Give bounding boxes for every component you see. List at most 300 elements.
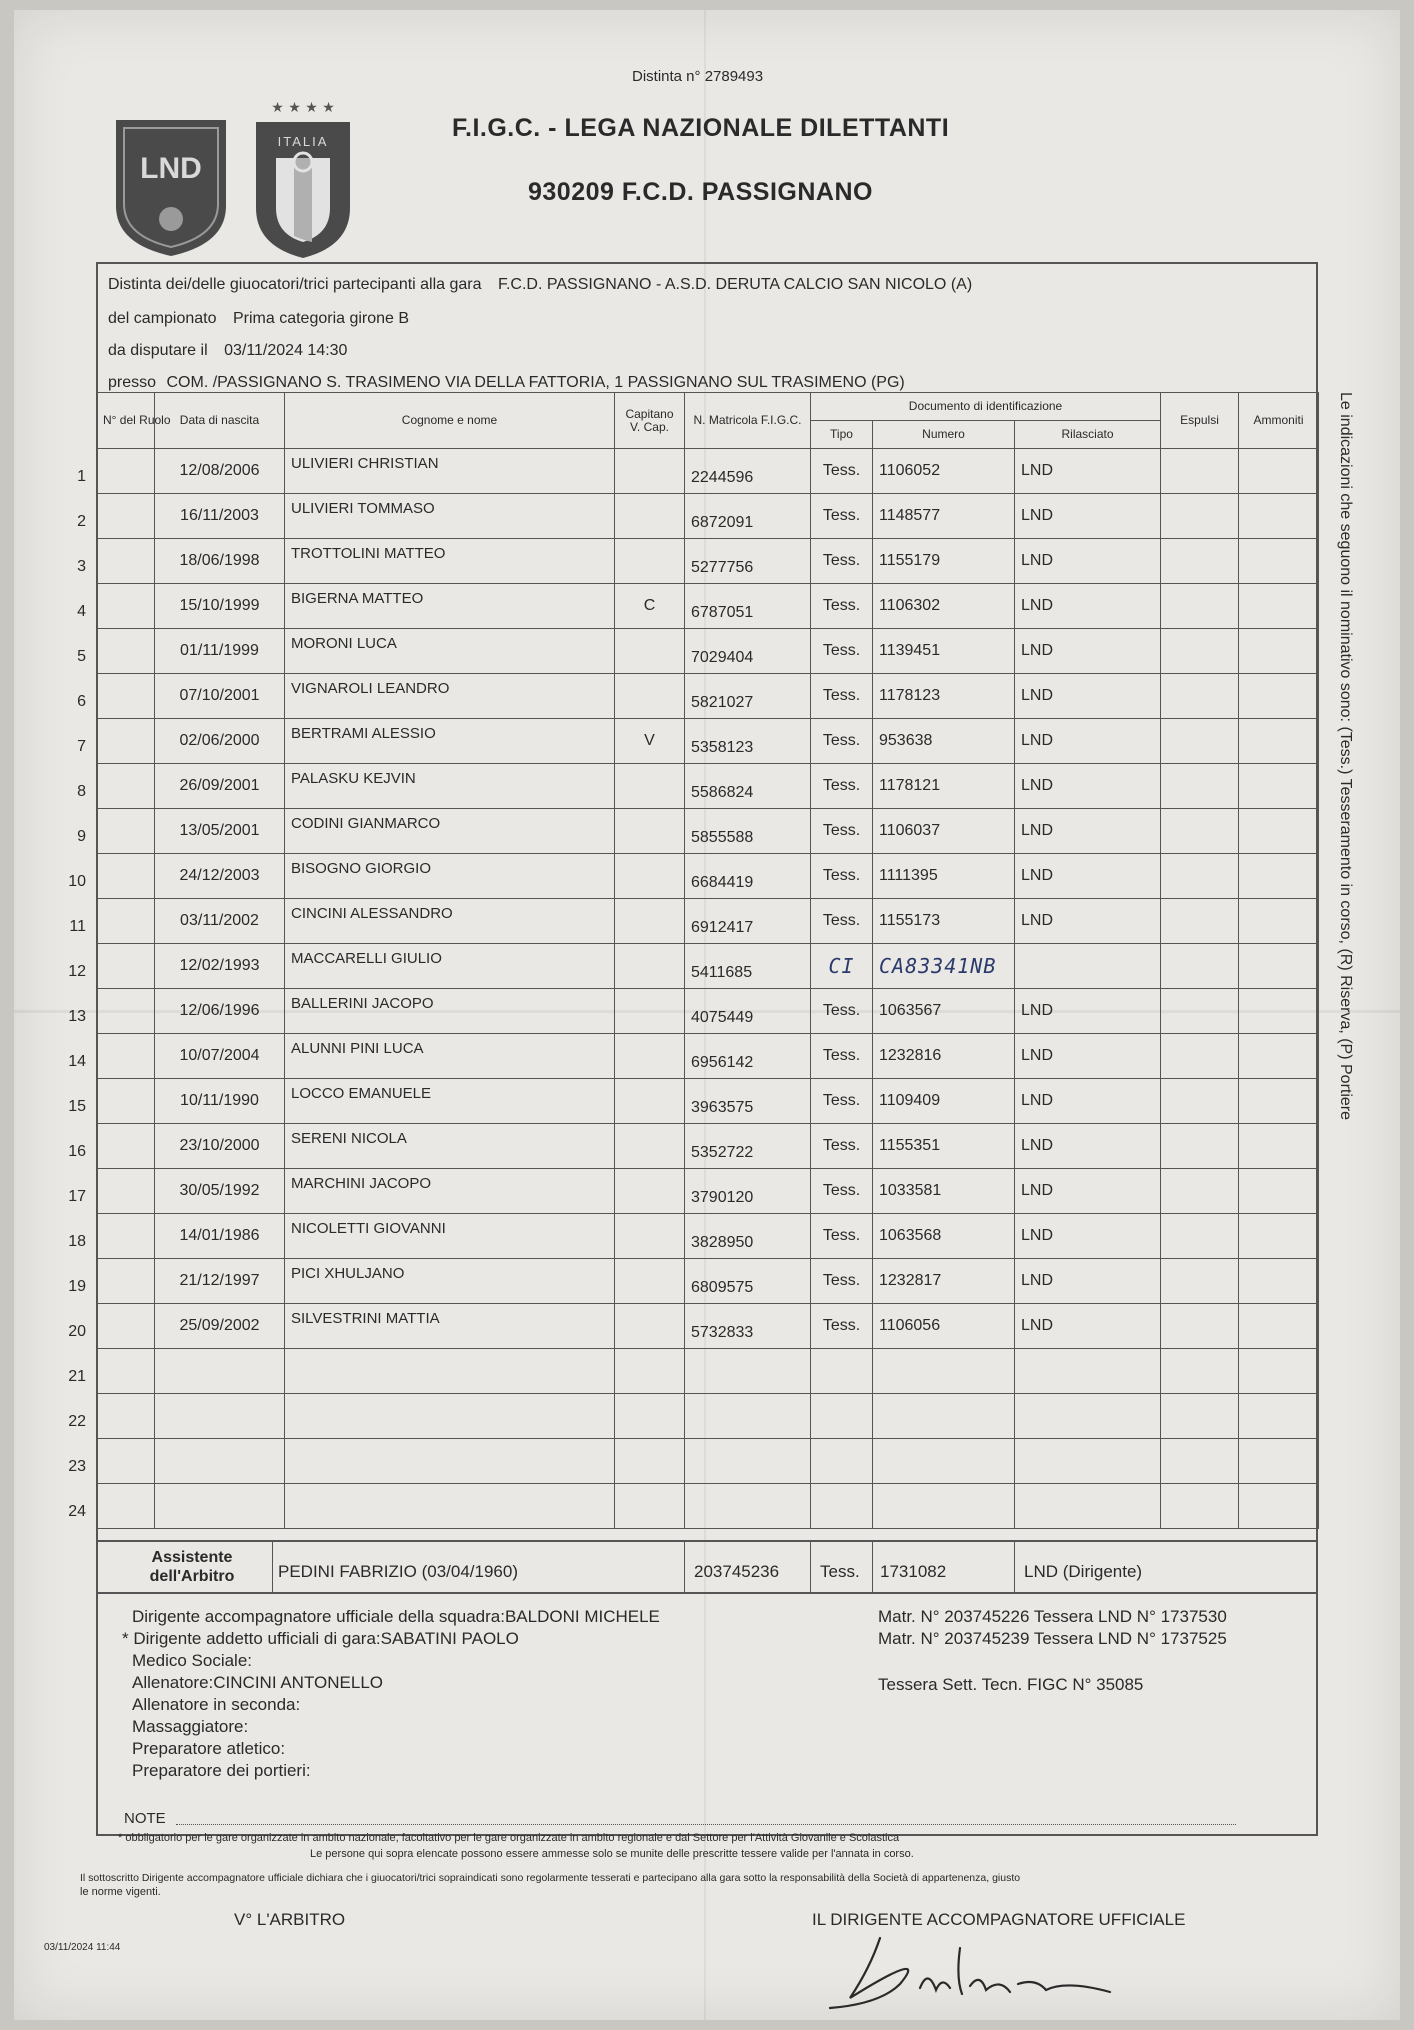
cell-ruolo [97,854,155,899]
cell-rilasciato: LND [1015,1214,1161,1259]
table-row [97,584,1319,629]
cell-tipo: Tess. [811,764,873,809]
match-line [108,276,972,294]
cell-numero: 1106037 [873,809,1015,854]
cell-rilasciato: LND [1015,449,1161,494]
cell-matricola: 2244596 [685,449,811,494]
cell-espulsi [1161,1259,1239,1304]
cell-rilasciato: LND [1015,764,1161,809]
cell-ruolo [97,809,155,854]
timestamp: 03/11/2024 11:44 [44,1942,121,1953]
assistant-numero: 1731082 [880,1562,947,1581]
lnd-logo [108,114,234,260]
cell-matricola: 5277756 [685,539,811,584]
cell-tipo [811,1484,873,1529]
assistant-name: PEDINI FABRIZIO (03/04/1960) [278,1562,518,1581]
cell-captain [615,764,685,809]
table-row [97,1259,1319,1304]
table-row [97,809,1319,854]
cell-espulsi [1161,1214,1239,1259]
cell-name: BIGERNA MATTEO [285,584,615,629]
assistant-divider [684,1542,685,1592]
cell-ruolo [97,494,155,539]
cell-matricola: 3790120 [685,1169,811,1214]
cell-matricola: 5352722 [685,1124,811,1169]
staff-addetto: * Dirigente addetto ufficiali di gara:SABATINI PAOLO [122,1629,519,1648]
cell-rilasciato: LND [1015,719,1161,764]
cell-captain [615,539,685,584]
cell-rilasciato: LND [1015,584,1161,629]
cell-matricola [685,1439,811,1484]
addetto-matr: Matr. N° 203745239 Tessera LND N° 1737525 [878,1629,1227,1648]
cell-matricola: 5821027 [685,674,811,719]
note-dotted-line [176,1824,1236,1825]
table-row [97,1079,1319,1124]
cell-ammoniti [1239,1439,1319,1484]
championship-value: Prima categoria girone B [232,310,410,327]
cell-espulsi [1161,899,1239,944]
cell-birth: 03/11/2002 [155,899,285,944]
cell-matricola [685,1484,811,1529]
cell-tipo: Tess. [811,1079,873,1124]
cell-ammoniti [1239,764,1319,809]
declaration-text-end: le norme vigenti. [80,1886,161,1898]
cell-name: BALLERINI JACOPO [285,989,615,1034]
cell-numero: 1063567 [873,989,1015,1034]
cell-ammoniti [1239,989,1319,1034]
assistant-label: Assistente dell'Arbitro [149,1549,235,1585]
cell-espulsi [1161,584,1239,629]
cell-ammoniti [1239,1349,1319,1394]
table-row [97,719,1319,764]
cell-numero: 1232816 [873,1034,1015,1079]
cell-espulsi [1161,674,1239,719]
signature [810,1928,1190,2020]
cell-matricola: 5732833 [685,1304,811,1349]
assistant-rilasciato: LND (Dirigente) [1024,1562,1143,1581]
cell-birth: 30/05/1992 [155,1169,285,1214]
cell-numero: 1139451 [873,629,1015,674]
table-row [97,1484,1319,1529]
row-number: 12 [68,963,86,980]
cell-numero: 1155351 [873,1124,1015,1169]
cell-rilasciato: LND [1015,674,1161,719]
cell-tipo [811,1439,873,1484]
assistant-tipo: Tess. [820,1562,860,1581]
cell-ammoniti [1239,1304,1319,1349]
cell-captain [615,1484,685,1529]
cell-numero [873,1394,1015,1439]
cell-captain [615,854,685,899]
cell-espulsi [1161,539,1239,584]
table-row [97,1124,1319,1169]
cell-numero: 1106056 [873,1304,1015,1349]
staff-seconda: Allenatore in seconda: [132,1695,301,1714]
club-title: 930209 F.C.D. PASSIGNANO [528,178,873,206]
cell-birth: 25/09/2002 [155,1304,285,1349]
table-row [97,1394,1319,1439]
cell-espulsi [1161,1304,1239,1349]
cell-espulsi [1161,1124,1239,1169]
cell-matricola: 5855588 [685,809,811,854]
cell-name: ULIVIERI CHRISTIAN [285,449,615,494]
date-line [108,342,347,360]
cell-numero [873,1439,1015,1484]
row-number: 18 [68,1233,86,1250]
col-matricola: N. Matricola F.I.G.C. [685,393,811,449]
cell-rilasciato [1015,944,1161,989]
table-row [97,629,1319,674]
cell-numero: 1178121 [873,764,1015,809]
distinta-number: Distinta n° 2789493 [632,68,764,85]
allenatore-tessera: Tessera Sett. Tecn. FIGC N° 35085 [878,1675,1144,1694]
cell-numero: 1111395 [873,854,1015,899]
cell-espulsi [1161,1349,1239,1394]
table-row [97,1214,1319,1259]
cell-ruolo [97,1304,155,1349]
row-number: 9 [77,828,86,845]
row-number: 13 [68,1008,86,1025]
cell-ruolo [97,1214,155,1259]
cell-tipo [811,1349,873,1394]
cell-name: CODINI GIANMARCO [285,809,615,854]
cell-ruolo [97,539,155,584]
cell-captain [615,989,685,1034]
cell-name: PALASKU KEJVIN [285,764,615,809]
cell-rilasciato [1015,1484,1161,1529]
table-row [97,944,1319,989]
cell-captain: V [615,719,685,764]
cell-birth [155,1484,285,1529]
players-table [96,392,1319,1529]
cell-espulsi [1161,449,1239,494]
assistant-divider [810,1542,811,1592]
cell-birth: 12/02/1993 [155,944,285,989]
table-row [97,854,1319,899]
row-number: 8 [77,783,86,800]
obbligatorio-note: * obbligatorio per le gare organizzate in ambito nazionale, facoltativo per le gare organizzate in ambito regionale e dal Settore per l'Attività Giovanile e Scolastica [118,1832,900,1844]
row-number: 4 [77,603,86,620]
venue-value: COM. /PASSIGNANO S. TRASIMENO VIA DELLA FATTORIA, 1 PASSIGNANO SUL TRASIMENO (PG) [166,374,905,391]
cell-ruolo [97,764,155,809]
col-capitano: Capitano V. Cap. [615,393,685,449]
venue-line [108,374,905,392]
cell-birth: 12/06/1996 [155,989,285,1034]
cell-name [285,1484,615,1529]
row-number: 7 [77,738,86,755]
cell-numero: 1232817 [873,1259,1015,1304]
cell-birth: 13/05/2001 [155,809,285,854]
cell-tipo: Tess. [811,1034,873,1079]
cell-name: CINCINI ALESSANDRO [285,899,615,944]
cell-name: PICI XHULJANO [285,1259,615,1304]
assistant-matricola: 203745236 [694,1562,780,1581]
cell-name: LOCCO EMANUELE [285,1079,615,1124]
cell-ammoniti [1239,719,1319,764]
row-number: 22 [68,1413,86,1430]
cell-rilasciato: LND [1015,989,1161,1034]
table-row [97,1169,1319,1214]
cell-ammoniti [1239,494,1319,539]
cell-birth: 16/11/2003 [155,494,285,539]
cell-name: ALUNNI PINI LUCA [285,1034,615,1079]
match-teams: F.C.D. PASSIGNANO - A.S.D. DERUTA CALCIO SAN NICOLO (A) [497,276,973,293]
row-number: 1 [77,468,86,485]
cell-name: ULIVIERI TOMMASO [285,494,615,539]
assistant-divider [1014,1542,1015,1592]
col-ruolo: N° del Ruolo [97,393,155,449]
staff-atletico: Preparatore atletico: [132,1739,286,1758]
cell-birth [155,1394,285,1439]
date-value: 03/11/2024 14:30 [224,342,348,359]
cell-name: SERENI NICOLA [285,1124,615,1169]
dirigente-label: IL DIRIGENTE ACCOMPAGNATORE UFFICIALE [812,1910,1186,1929]
cell-name: MORONI LUCA [285,629,615,674]
row-number: 21 [68,1368,86,1385]
cell-birth: 23/10/2000 [155,1124,285,1169]
table-row [97,989,1319,1034]
cell-captain [615,1349,685,1394]
cell-espulsi [1161,494,1239,539]
cell-matricola: 6684419 [685,854,811,899]
cell-captain [615,944,685,989]
match-label: Distinta dei/delle giuocatori/trici partecipanti alla gara [108,276,482,293]
staff-portieri: Preparatore dei portieri: [132,1761,311,1780]
cell-ruolo [97,1169,155,1214]
cell-name: BERTRAMI ALESSIO [285,719,615,764]
row-number: 24 [68,1503,86,1520]
cell-birth: 14/01/1986 [155,1214,285,1259]
cell-ruolo [97,899,155,944]
cell-ammoniti [1239,674,1319,719]
table-row [97,899,1319,944]
assistant-divider [872,1542,873,1592]
table-row [97,1349,1319,1394]
cell-numero: 1178123 [873,674,1015,719]
cell-rilasciato: LND [1015,1304,1161,1349]
cell-ammoniti [1239,1394,1319,1439]
cell-espulsi [1161,1079,1239,1124]
cell-captain [615,1169,685,1214]
cell-ruolo [97,1439,155,1484]
staff-medico: Medico Sociale: [132,1651,253,1670]
cell-captain [615,1439,685,1484]
cell-tipo: Tess. [811,539,873,584]
col-tipo: Tipo [811,421,873,449]
col-numero: Numero [873,421,1015,449]
cell-ammoniti [1239,1124,1319,1169]
staff-allenatore: Allenatore:CINCINI ANTONELLO [132,1673,383,1692]
cell-matricola: 6809575 [685,1259,811,1304]
cell-espulsi [1161,764,1239,809]
cell-espulsi [1161,809,1239,854]
cell-espulsi [1161,1439,1239,1484]
table-row [97,764,1319,809]
cell-matricola: 6872091 [685,494,811,539]
cell-captain [615,449,685,494]
cell-matricola: 5358123 [685,719,811,764]
cell-tipo: Tess. [811,629,873,674]
col-espulsi: Espulsi [1161,393,1239,449]
cell-birth: 15/10/1999 [155,584,285,629]
cell-matricola [685,1394,811,1439]
cell-rilasciato: LND [1015,539,1161,584]
declaration-text: Il sottoscritto Dirigente accompagnatore ufficiale dichiara che i giuocatori/trici sopraindicati sono regolarmente tesserati e partecipano alla gara sotto la responsabilità della Società di appartenenza, giusto [80,1872,1021,1884]
cell-numero: 1106302 [873,584,1015,629]
cell-ammoniti [1239,449,1319,494]
cell-ammoniti [1239,1169,1319,1214]
cell-ammoniti [1239,1214,1319,1259]
cell-ruolo [97,1484,155,1529]
cell-numero [873,1349,1015,1394]
note-label: NOTE [124,1810,166,1827]
cell-birth: 24/12/2003 [155,854,285,899]
cell-ammoniti [1239,584,1319,629]
svg-text:★ ★ ★ ★: ★ ★ ★ ★ [271,100,335,116]
cell-rilasciato: LND [1015,1169,1161,1214]
row-number: 2 [77,513,86,530]
cell-numero [873,1484,1015,1529]
staff-list [122,1606,660,1782]
cell-ruolo [97,719,155,764]
row-number: 19 [68,1278,86,1295]
staff-dirigente: Dirigente accompagnatore ufficiale della squadra:BALDONI MICHELE [132,1607,660,1626]
cell-birth: 21/12/1997 [155,1259,285,1304]
table-row [97,1034,1319,1079]
cell-matricola: 5411685 [685,944,811,989]
cell-ruolo [97,1259,155,1304]
cell-matricola: 6956142 [685,1034,811,1079]
cell-matricola: 6912417 [685,899,811,944]
cell-matricola: 7029404 [685,629,811,674]
cell-espulsi [1161,1484,1239,1529]
cell-tipo: Tess. [811,1124,873,1169]
assistant-row [96,1540,1318,1594]
arbitro-label: V° L'ARBITRO [234,1910,346,1929]
cell-ruolo [97,1394,155,1439]
cell-ruolo [97,1079,155,1124]
table-row [97,494,1319,539]
cell-espulsi [1161,719,1239,764]
cell-matricola [685,1349,811,1394]
cell-tipo: Tess. [811,1214,873,1259]
cell-tipo: Tess. [811,719,873,764]
cell-espulsi [1161,1169,1239,1214]
cell-tipo: Tess. [811,809,873,854]
cell-numero: CA83341NB [873,944,1015,989]
cell-rilasciato [1015,1394,1161,1439]
cell-matricola: 3963575 [685,1079,811,1124]
cell-captain [615,1259,685,1304]
cell-captain [615,1214,685,1259]
cell-captain [615,1304,685,1349]
cell-numero: 1155179 [873,539,1015,584]
cell-ruolo [97,944,155,989]
staff-matr [878,1606,1227,1650]
cell-name: TROTTOLINI MATTEO [285,539,615,584]
cell-name: MARCHINI JACOPO [285,1169,615,1214]
row-number: 6 [77,693,86,710]
cell-ruolo [97,449,155,494]
cell-rilasciato: LND [1015,1034,1161,1079]
date-label: da disputare il [108,342,208,359]
cell-birth: 10/07/2004 [155,1034,285,1079]
cell-captain [615,1394,685,1439]
table-row [97,1304,1319,1349]
row-number: 3 [77,558,86,575]
cell-name: VIGNAROLI LEANDRO [285,674,615,719]
row-number: 20 [68,1323,86,1340]
cell-captain [615,1034,685,1079]
cell-ammoniti [1239,809,1319,854]
table-row [97,674,1319,719]
table-row [97,449,1319,494]
cell-tipo: Tess. [811,1169,873,1214]
row-number: 11 [69,918,86,935]
cell-numero: 1148577 [873,494,1015,539]
assistant-divider [272,1542,273,1592]
cell-name [285,1394,615,1439]
row-number: 14 [68,1053,86,1070]
cell-ammoniti [1239,1034,1319,1079]
cell-tipo: Tess. [811,989,873,1034]
championship-line [108,310,409,328]
cell-rilasciato: LND [1015,899,1161,944]
col-ammoniti: Ammoniti [1239,393,1319,449]
championship-label: del campionato [108,310,217,327]
cell-numero: 953638 [873,719,1015,764]
cell-name: BISOGNO GIORGIO [285,854,615,899]
cell-ammoniti [1239,629,1319,674]
cell-ruolo [97,674,155,719]
cell-espulsi [1161,1394,1239,1439]
cell-birth: 18/06/1998 [155,539,285,584]
cell-birth: 12/08/2006 [155,449,285,494]
cell-numero: 1155173 [873,899,1015,944]
federation-title: F.I.G.C. - LEGA NAZIONALE DILETTANTI [452,114,950,142]
cell-ammoniti [1239,899,1319,944]
row-number: 23 [68,1458,86,1475]
cell-ruolo [97,1034,155,1079]
cell-espulsi [1161,629,1239,674]
table-header-row [97,393,1319,421]
cell-ammoniti [1239,539,1319,584]
cell-rilasciato: LND [1015,1259,1161,1304]
cell-birth: 02/06/2000 [155,719,285,764]
row-number: 5 [77,648,86,665]
cell-matricola: 4075449 [685,989,811,1034]
cell-name: NICOLETTI GIOVANNI [285,1214,615,1259]
col-documento: Documento di identificazione [811,393,1161,421]
staff-massaggiatore: Massaggiatore: [132,1717,249,1736]
cell-ammoniti [1239,854,1319,899]
cell-tipo: Tess. [811,854,873,899]
cell-captain: C [615,584,685,629]
cell-captain [615,899,685,944]
dirigente-matr: Matr. N° 203745226 Tessera LND N° 1737530 [878,1607,1227,1626]
cell-ruolo [97,1349,155,1394]
cell-rilasciato [1015,1349,1161,1394]
cell-rilasciato: LND [1015,1124,1161,1169]
cell-rilasciato: LND [1015,809,1161,854]
cell-ruolo [97,1124,155,1169]
cell-matricola: 5586824 [685,764,811,809]
cell-tipo: Tess. [811,584,873,629]
row-number: 17 [68,1188,86,1205]
italia-logo-text: ITALIA [277,134,329,149]
table-row [97,1439,1319,1484]
cell-ammoniti [1239,944,1319,989]
